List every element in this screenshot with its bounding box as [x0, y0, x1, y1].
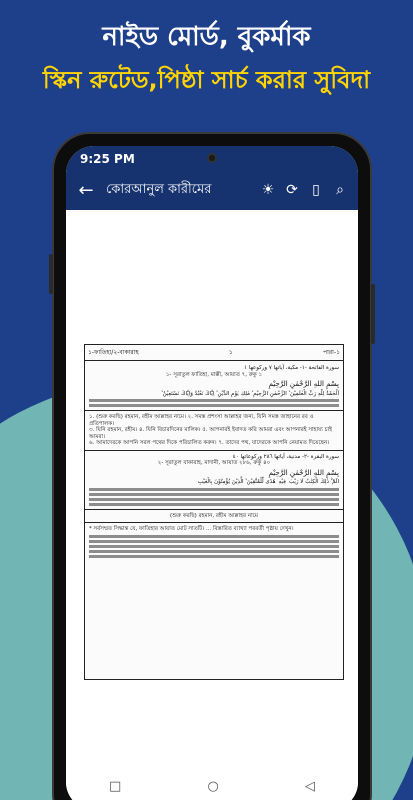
divider: [85, 450, 343, 451]
arabic-text-line: [89, 399, 339, 402]
footnote-line: [89, 535, 339, 538]
arabic-text-line: [89, 493, 339, 496]
arabic-text-line: [89, 488, 339, 491]
footnote-line: [89, 550, 339, 553]
translation-line: ৩. যিনি রহমান, রহীম। ৪. যিনি বিচারদিনের মালিক। ৫. আপনারই ইবাদত করি আমরা এবং আপনারই সাহায্য চাই আমরা।: [89, 427, 332, 440]
footnote: * সর্বসম্মত সিদ্ধান্ত যে, ফাতিহার আয়াত মোট সাতটি। ... বিস্তারিত ব্যাখ্যা পরবর্তী পৃষ্ঠায় দেখুন।: [89, 526, 294, 532]
toolbar-icons: [260, 182, 358, 198]
ayah-arabic: الٓمّٓ ۚ ذٰلِكَ الْكِتٰبُ لَا رَيْبَ ۛ فِيْهِ ۛ هُدًى لِّلْمُتَّقِيْنَ ۙ الَّذِيْنَ يُؤْمِنُوْنَ بِالْغَيْبِ: [197, 479, 339, 485]
page-number: ১: [228, 349, 233, 356]
footnote-line: [89, 545, 339, 548]
screen-rotate-icon[interactable]: ⟳: [286, 182, 298, 198]
surah-heading-bangla: ১- সূরাতুল ফাতিহা, মাক্কী, আয়াত ৭, রুকু ১: [165, 371, 263, 378]
divider: [85, 509, 343, 510]
surah-heading-arabic: سورة الفاتحة -١- مكية، آياتها ٧ وركوعها ١: [244, 365, 339, 371]
back-button[interactable]: ◁: [304, 778, 315, 794]
translation-line: ১. (শুরু করছি) রহমান, রহীম আল্লাহর নামে। ২. সমস্ত প্রশংসা আল্লাহর জন্য, যিনি সমস্ত জাহানের রব ও প্রতিপালক।: [89, 414, 314, 427]
promo-subheadline: স্কিন রুটেড,পিষ্ঠা সার্চ করার সুবিদা: [42, 66, 371, 94]
arabic-text-line: [89, 404, 339, 407]
para-label: পারা-১: [323, 349, 340, 356]
status-time: 9:25 PM: [80, 152, 135, 166]
footnote-line: [89, 555, 339, 558]
quran-page-scan: [84, 344, 344, 680]
back-arrow-icon[interactable]: ←: [78, 179, 94, 201]
bismillah: بِسْمِ اللهِ الرَّحْمٰنِ الرَّحِيْمِ: [268, 468, 339, 477]
page-search-icon[interactable]: ⌕: [336, 182, 344, 198]
phone-frame: [52, 132, 372, 800]
bismillah: بِسْمِ اللهِ الرَّحْمٰنِ الرَّحِيْمِ: [268, 380, 339, 388]
bookmark-icon[interactable]: ▯: [312, 182, 320, 198]
translation-line: ৬. আমাদেরকে আপনি সরল পথের দিকে পরিচালিত করুন। ৭. তাদের পথ, যাদেরকে আপনি নেয়ামত দিয়েছেন।: [89, 440, 330, 446]
page-header-left: ১-ফাতিহা/২-বাকারাহ: [88, 349, 139, 356]
phone-screen: [66, 146, 358, 800]
divider: [85, 522, 343, 523]
basmala-translation: (শুরু করছি) রহমান, রহীম আল্লাহর নামে: [170, 512, 258, 519]
quran-page-viewer[interactable]: [66, 210, 358, 762]
app-title: কোরআনুল কারীমের: [106, 181, 212, 197]
volume-button: [371, 284, 375, 344]
brightness-icon[interactable]: ☀: [261, 182, 275, 198]
side-button: [49, 254, 53, 294]
surah-heading-bangla: ২- সূরাতুল বাকারাহ, মাদানী, আয়াত ২৮৬, রুকু ৪০: [157, 460, 271, 466]
surah-heading-arabic: سورة البقرة -٢- مدنية، آياتها ٢٨٦ وركوعاتها ٤٠: [232, 453, 339, 460]
arabic-text-line: [89, 498, 339, 501]
recent-apps-button[interactable]: □: [109, 778, 122, 794]
app-bar: [66, 170, 358, 210]
home-button[interactable]: ○: [207, 778, 219, 794]
promo-headline: নাইড মোর্ড, বুকর্মাক: [102, 22, 311, 52]
arabic-text-line: [89, 503, 339, 506]
ayah-arabic: اَلْحَمْدُ لِلّٰهِ رَبِّ الْعٰلَمِيْنَ ۙ الرَّحْمٰنِ الرَّحِيْمِ ۙ مٰلِكِ يَوْمِ الدِّيْنِ ۙ اِيَّاكَ نَعْبُدُ وَاِيَّاكَ نَسْتَعِيْنُ ۙ: [161, 390, 339, 397]
divider: [85, 410, 343, 411]
front-camera: [207, 153, 217, 163]
footnote-line: [89, 540, 339, 543]
page-header: [85, 345, 343, 361]
android-nav-bar: [66, 762, 358, 800]
